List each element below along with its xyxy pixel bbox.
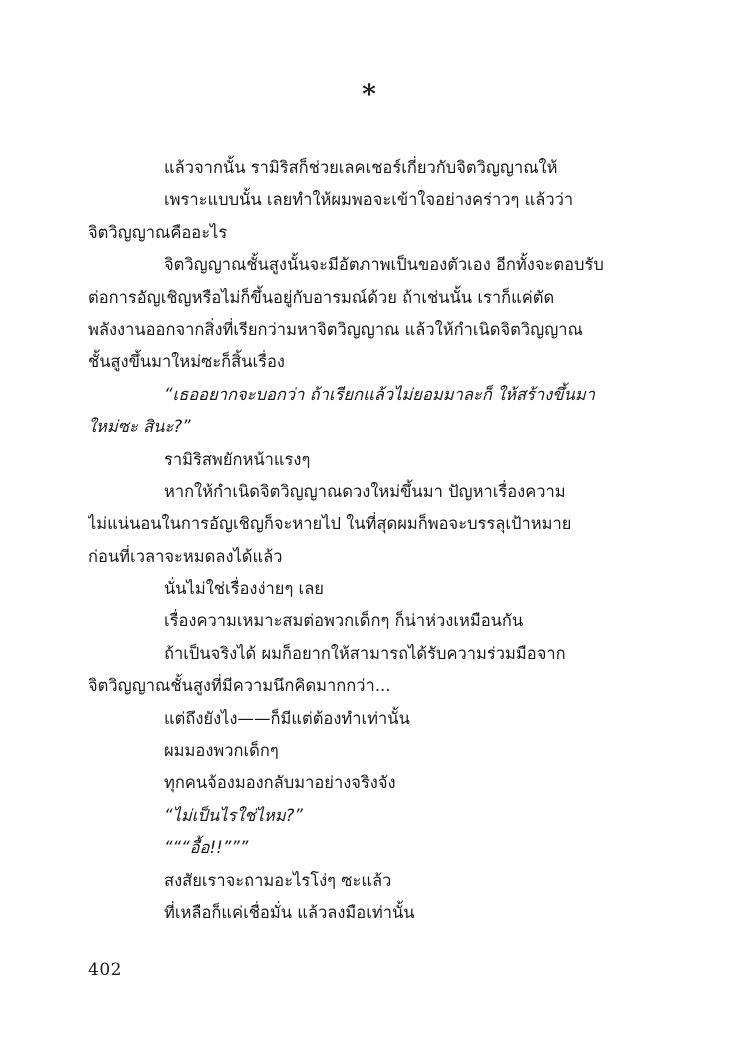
paragraph <box>88 897 650 929</box>
text-line: ที่เหลือก็แค่เชื่อมั่น แล้วลงมือเท่านั้น <box>164 902 415 922</box>
paragraph <box>88 800 650 832</box>
text-line: นั่นไม่ใช่เรื่องง่ายๆ เลย <box>164 579 324 599</box>
text-line: หากให้กำเนิดจิตวิญญาณดวงใหม่ขึ้นมา ปัญหาเรื่องความ <box>164 481 566 501</box>
paragraph <box>88 735 650 767</box>
text-line: “เธออยากจะบอกว่า ถ้าเรียกแล้วไม่ยอมมาละก็ ให้สร้างขึ้นมา <box>164 384 595 404</box>
text-line: ผมมองพวกเด็กๆ <box>164 741 279 761</box>
text-line: ใหม่ซะ สินะ?” <box>88 417 191 437</box>
paragraph <box>88 476 650 573</box>
text-line: ชั้นสูงขึ้นมาใหม่ซะก็สิ้นเรื่อง <box>88 352 285 372</box>
paragraph <box>88 249 650 379</box>
text-line: เพราะแบบนั้น เลยทำให้ผมพอจะเข้าใจอย่างคร่าวๆ แล้วว่า <box>164 190 574 210</box>
paragraph <box>88 379 650 444</box>
paragraph <box>88 444 650 476</box>
text-line: จิตวิญญาณชั้นสูงนั้นจะมีอัตภาพเป็นของตัวเอง อีกทั้งจะตอบรับ <box>164 255 604 275</box>
text-line: แล้วจากนั้น รามิริสก็ช่วยเลคเชอร์เกี่ยวกับจิตวิญญาณให้ <box>164 158 558 177</box>
text-line: ก่อนที่เวลาจะหมดลงได้แล้ว <box>88 546 283 566</box>
text-line: “ไม่เป็นไรใช่ไหม?” <box>164 805 303 825</box>
paragraph <box>88 605 650 637</box>
page-number: 402 <box>88 960 122 980</box>
section-break-asterisk: * <box>362 80 376 110</box>
text-line: เรื่องความเหมาะสมต่อพวกเด็กๆ ก็น่าห่วงเหมือนกัน <box>164 611 524 631</box>
text-line: ทุกคนจ้องมองกลับมาอย่างจริงจัง <box>164 773 396 793</box>
paragraph <box>88 832 650 864</box>
text-line: จิตวิญญาณชั้นสูงที่มีความนึกคิดมากกว่า... <box>88 676 391 696</box>
paragraph <box>88 703 650 735</box>
paragraph <box>88 573 650 605</box>
paragraph <box>88 865 650 897</box>
paragraph <box>88 638 650 703</box>
text-line: สงสัยเราจะถามอะไรโง่ๆ ซะแล้ว <box>164 870 392 890</box>
body-text <box>88 152 650 929</box>
paragraph <box>88 184 650 249</box>
text-line: จิตวิญญาณคืออะไร <box>88 222 228 242</box>
text-line: “““อื้อ!!””” <box>164 838 249 858</box>
text-line: ไม่แน่นอนในการอัญเชิญก็จะหายไป ในที่สุดผมก็พอจะบรรลุเป้าหมาย <box>88 514 572 534</box>
text-line: พลังงานออกจากสิ่งที่เรียกว่ามหาจิตวิญญาณ แล้วให้กำเนิดจิตวิญญาณ <box>88 319 583 339</box>
paragraph <box>88 152 650 184</box>
text-line: รามิริสพยักหน้าแรงๆ <box>164 449 311 469</box>
text-line: ต่อการอัญเชิญหรือไม่ก็ขึ้นอยู่กับอารมณ์ด้วย ถ้าเช่นนั้น เราก็แค่ตัด <box>88 287 555 307</box>
paragraph <box>88 767 650 799</box>
text-line: แต่ถึงยังไง——ก็มีแต่ต้องทำเท่านั้น <box>164 708 410 728</box>
text-line: ถ้าเป็นจริงได้ ผมก็อยากให้สามารถได้รับความร่วมมือจาก <box>164 643 566 663</box>
